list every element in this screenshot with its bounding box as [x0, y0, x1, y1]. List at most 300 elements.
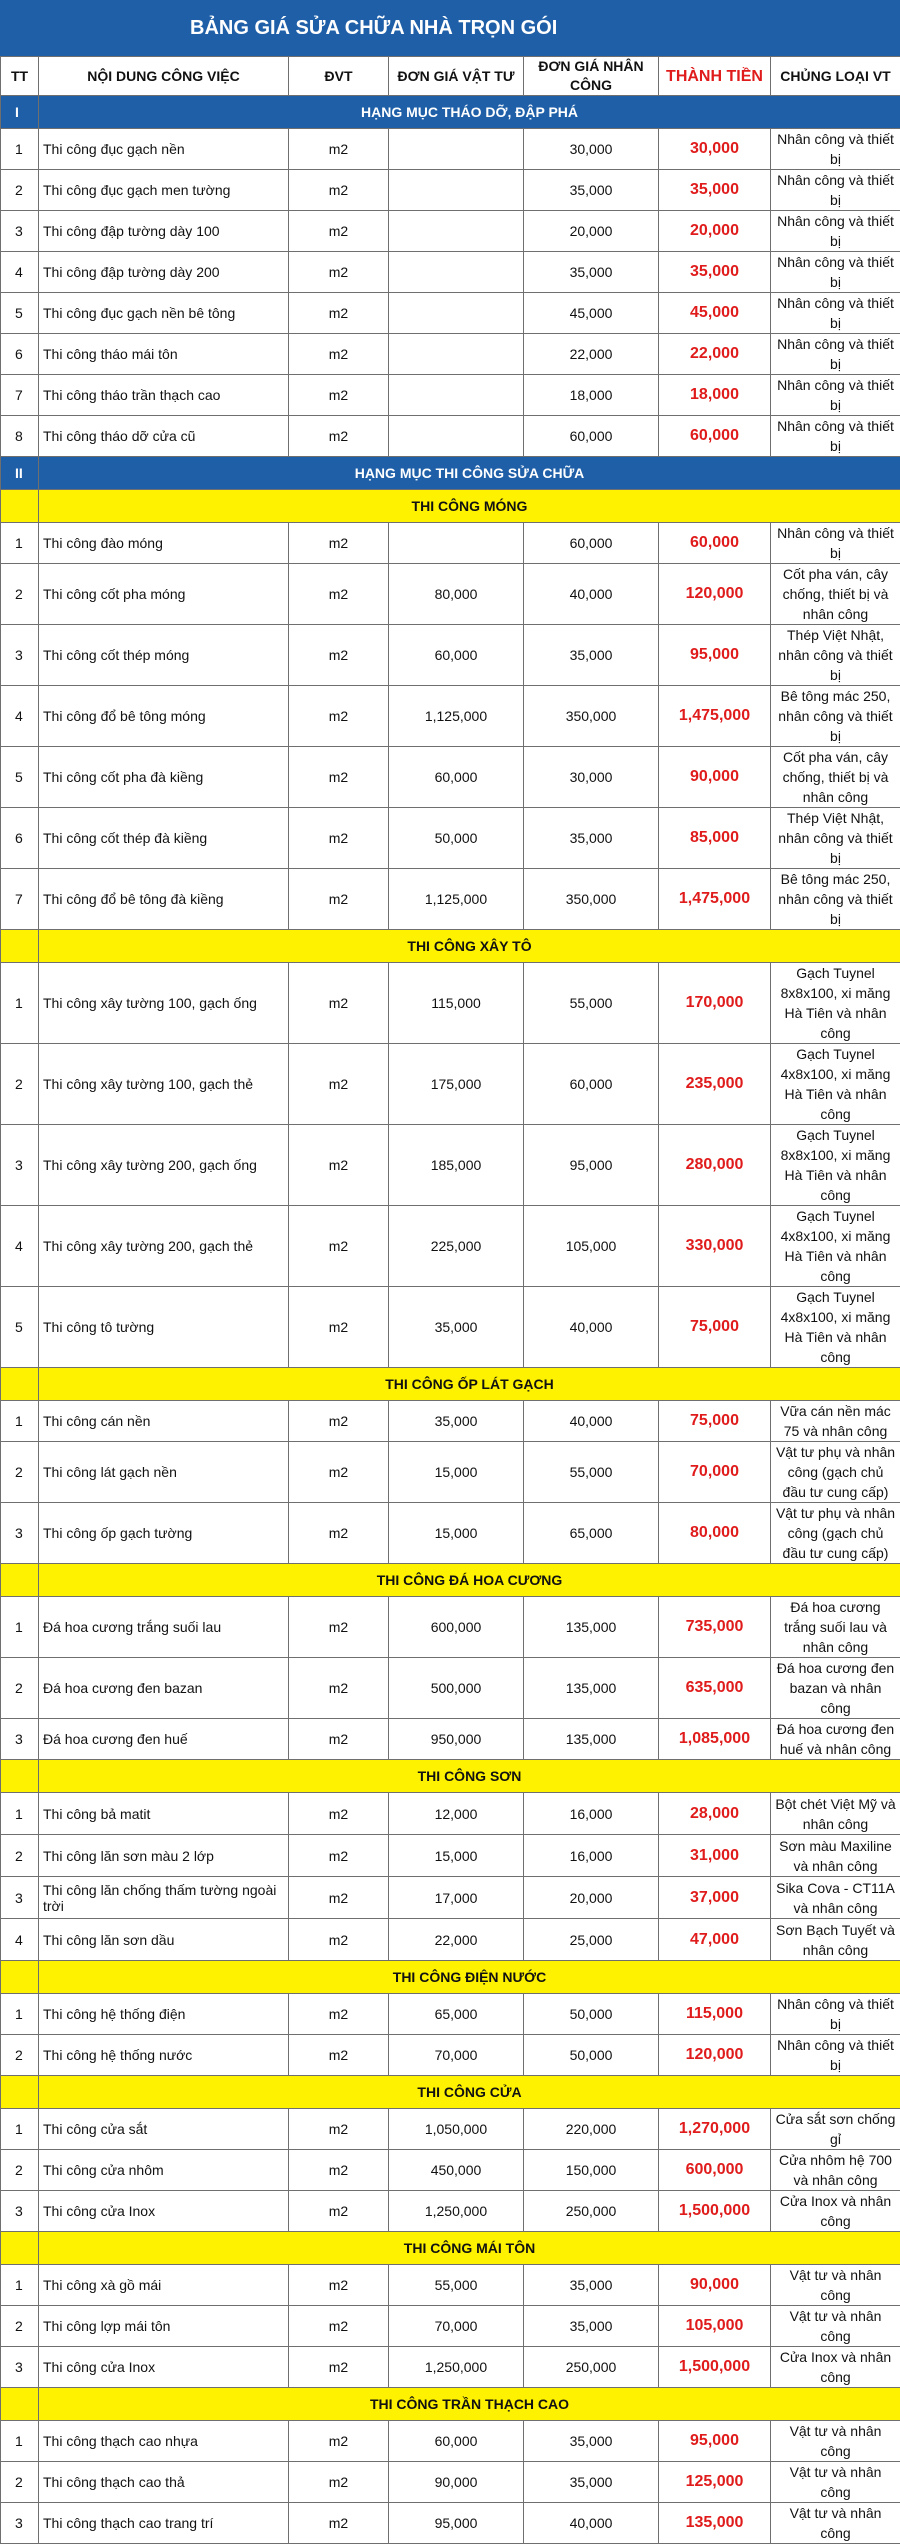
- material-price-cell: 1,250,000: [389, 2191, 524, 2232]
- table-row: [1, 170, 900, 211]
- material-kind-cell: Sika Cova - CT11A và nhân công: [771, 1877, 900, 1919]
- material-price-cell: [389, 523, 524, 564]
- material-kind-cell: Nhân công và thiết bị: [771, 375, 900, 416]
- subsection-spacer: [1, 490, 39, 523]
- total-price-cell: 280,000: [659, 1125, 771, 1206]
- table-row: [1, 1125, 900, 1206]
- labor-price-cell: 135,000: [524, 1719, 659, 1760]
- section-header-row: [1, 96, 900, 129]
- material-price-cell: [389, 293, 524, 334]
- material-price-cell: 15,000: [389, 1835, 524, 1877]
- row-number: 1: [1, 1793, 39, 1835]
- total-price-cell: 85,000: [659, 808, 771, 869]
- material-kind-cell: Bê tông mác 250, nhân công và thiết bị: [771, 869, 900, 930]
- unit-cell: m2: [289, 2265, 389, 2306]
- row-number: 2: [1, 1442, 39, 1503]
- material-kind-cell: Bê tông mác 250, nhân công và thiết bị: [771, 686, 900, 747]
- section-title: HẠNG MỤC THÁO DỠ, ĐẬP PHÁ: [39, 96, 900, 129]
- material-price-cell: 60,000: [389, 747, 524, 808]
- row-number: 2: [1, 2462, 39, 2503]
- table-row: [1, 1793, 900, 1835]
- material-kind-cell: Nhân công và thiết bị: [771, 129, 900, 170]
- labor-price-cell: 25,000: [524, 1919, 659, 1961]
- material-kind-cell: Cửa sắt sơn chống gỉ: [771, 2109, 900, 2150]
- material-price-cell: 1,125,000: [389, 869, 524, 930]
- material-price-cell: 95,000: [389, 2503, 524, 2544]
- material-kind-cell: Gạch Tuynel 8x8x100, xi măng Hà Tiên và nhân công: [771, 1125, 900, 1206]
- material-kind-cell: Cốt pha ván, cây chống, thiết bị và nhân công: [771, 747, 900, 808]
- material-kind-cell: Nhân công và thiết bị: [771, 416, 900, 457]
- material-kind-cell: Vật tư và nhân công: [771, 2306, 900, 2347]
- table-row: [1, 211, 900, 252]
- labor-price-cell: 30,000: [524, 129, 659, 170]
- material-price-cell: [389, 252, 524, 293]
- material-kind-cell: Nhân công và thiết bị: [771, 1994, 900, 2035]
- subsection-title: THI CÔNG ĐÁ HOA CƯƠNG: [39, 1564, 900, 1597]
- material-price-cell: 12,000: [389, 1793, 524, 1835]
- unit-cell: m2: [289, 1994, 389, 2035]
- table-row: [1, 129, 900, 170]
- material-price-cell: 70,000: [389, 2306, 524, 2347]
- material-kind-cell: Nhân công và thiết bị: [771, 293, 900, 334]
- labor-price-cell: 30,000: [524, 747, 659, 808]
- material-price-cell: 80,000: [389, 564, 524, 625]
- labor-price-cell: 20,000: [524, 1877, 659, 1919]
- row-number: 3: [1, 1503, 39, 1564]
- unit-cell: m2: [289, 211, 389, 252]
- material-kind-cell: Nhân công và thiết bị: [771, 211, 900, 252]
- material-price-cell: 950,000: [389, 1719, 524, 1760]
- unit-cell: m2: [289, 1877, 389, 1919]
- total-price-cell: 20,000: [659, 211, 771, 252]
- table-row: [1, 334, 900, 375]
- material-kind-cell: Vật tư và nhân công: [771, 2503, 900, 2544]
- header-labor-price: ĐƠN GIÁ NHÂN CÔNG: [524, 57, 659, 96]
- total-price-cell: 120,000: [659, 2035, 771, 2076]
- table-body: [1, 96, 900, 2544]
- material-kind-cell: Bột chét Việt Mỹ và nhân công: [771, 1793, 900, 1835]
- row-number: 6: [1, 808, 39, 869]
- table-row: [1, 416, 900, 457]
- work-item-name: Thi công hệ thống nước: [39, 2035, 289, 2076]
- work-item-name: Thi công xà gồ mái: [39, 2265, 289, 2306]
- unit-cell: m2: [289, 170, 389, 211]
- subsection-spacer: [1, 2076, 39, 2109]
- material-price-cell: 225,000: [389, 1206, 524, 1287]
- work-item-name: Thi công xây tường 100, gạch thẻ: [39, 1044, 289, 1125]
- work-item-name: Thi công đập tường dày 200: [39, 252, 289, 293]
- labor-price-cell: 18,000: [524, 375, 659, 416]
- unit-cell: m2: [289, 1401, 389, 1442]
- material-kind-cell: Cửa Inox và nhân công: [771, 2347, 900, 2388]
- table-row: [1, 2109, 900, 2150]
- unit-cell: m2: [289, 1793, 389, 1835]
- material-price-cell: [389, 375, 524, 416]
- row-number: 5: [1, 293, 39, 334]
- labor-price-cell: 350,000: [524, 869, 659, 930]
- table-row: [1, 2150, 900, 2191]
- work-item-name: Đá hoa cương đen bazan: [39, 1658, 289, 1719]
- table-row: [1, 2421, 900, 2462]
- table-row: [1, 1503, 900, 1564]
- work-item-name: Thi công tháo trần thạch cao: [39, 375, 289, 416]
- table-row: [1, 1442, 900, 1503]
- unit-cell: m2: [289, 2150, 389, 2191]
- total-price-cell: 18,000: [659, 375, 771, 416]
- total-price-cell: 135,000: [659, 2503, 771, 2544]
- unit-cell: m2: [289, 869, 389, 930]
- row-number: 1: [1, 523, 39, 564]
- row-number: 7: [1, 869, 39, 930]
- labor-price-cell: 350,000: [524, 686, 659, 747]
- unit-cell: m2: [289, 1597, 389, 1658]
- subsection-spacer: [1, 930, 39, 963]
- material-price-cell: 60,000: [389, 625, 524, 686]
- work-item-name: Thi công lợp mái tôn: [39, 2306, 289, 2347]
- work-item-name: Thi công thạch cao trang trí: [39, 2503, 289, 2544]
- material-price-cell: 1,250,000: [389, 2347, 524, 2388]
- labor-price-cell: 135,000: [524, 1597, 659, 1658]
- work-item-name: Thi công cốt pha đà kiềng: [39, 747, 289, 808]
- total-price-cell: 115,000: [659, 1994, 771, 2035]
- table-row: [1, 1994, 900, 2035]
- labor-price-cell: 40,000: [524, 1287, 659, 1368]
- unit-cell: m2: [289, 1287, 389, 1368]
- row-number: 3: [1, 2503, 39, 2544]
- material-price-cell: 60,000: [389, 2421, 524, 2462]
- work-item-name: Thi công lăn sơn dầu: [39, 1919, 289, 1961]
- row-number: 5: [1, 747, 39, 808]
- work-item-name: Thi công lăn chống thấm tường ngoài trời: [39, 1877, 289, 1919]
- labor-price-cell: 35,000: [524, 2306, 659, 2347]
- work-item-name: Thi công đào móng: [39, 523, 289, 564]
- labor-price-cell: 35,000: [524, 625, 659, 686]
- row-number: 4: [1, 1919, 39, 1961]
- total-price-cell: 105,000: [659, 2306, 771, 2347]
- row-number: 5: [1, 1287, 39, 1368]
- material-price-cell: 1,125,000: [389, 686, 524, 747]
- subsection-title: THI CÔNG SƠN: [39, 1760, 900, 1793]
- total-price-cell: 235,000: [659, 1044, 771, 1125]
- material-kind-cell: Gạch Tuynel 4x8x100, xi măng Hà Tiên và nhân công: [771, 1044, 900, 1125]
- row-number: 1: [1, 2109, 39, 2150]
- material-kind-cell: Thép Việt Nhật, nhân công và thiết bị: [771, 625, 900, 686]
- total-price-cell: 1,270,000: [659, 2109, 771, 2150]
- material-kind-cell: Cửa Inox và nhân công: [771, 2191, 900, 2232]
- table-header-row: [1, 57, 900, 96]
- total-price-cell: 22,000: [659, 334, 771, 375]
- work-item-name: Thi công ốp gạch tường: [39, 1503, 289, 1564]
- subsection-header-row: [1, 2076, 900, 2109]
- material-price-cell: 70,000: [389, 2035, 524, 2076]
- material-price-cell: 500,000: [389, 1658, 524, 1719]
- price-table: [0, 56, 900, 2544]
- work-item-name: Thi công thạch cao nhựa: [39, 2421, 289, 2462]
- section-number: II: [1, 457, 39, 490]
- material-kind-cell: Thép Việt Nhật, nhân công và thiết bị: [771, 808, 900, 869]
- table-row: [1, 1287, 900, 1368]
- unit-cell: m2: [289, 1044, 389, 1125]
- table-row: [1, 523, 900, 564]
- subsection-spacer: [1, 2232, 39, 2265]
- table-row: [1, 252, 900, 293]
- material-kind-cell: Vật tư phụ và nhân công (gạch chủ đầu tư cung cấp): [771, 1442, 900, 1503]
- material-price-cell: [389, 170, 524, 211]
- table-row: [1, 2191, 900, 2232]
- section-title: HẠNG MỤC THI CÔNG SỬA CHỮA: [39, 457, 900, 490]
- total-price-cell: 60,000: [659, 523, 771, 564]
- table-row: [1, 2347, 900, 2388]
- material-kind-cell: Nhân công và thiết bị: [771, 252, 900, 293]
- header-content: NỘI DUNG CÔNG VIỆC: [39, 57, 289, 96]
- work-item-name: Thi công đổ bê tông móng: [39, 686, 289, 747]
- row-number: 1: [1, 129, 39, 170]
- row-number: 1: [1, 2265, 39, 2306]
- row-number: 2: [1, 2306, 39, 2347]
- table-row: [1, 747, 900, 808]
- total-price-cell: 80,000: [659, 1503, 771, 1564]
- row-number: 8: [1, 416, 39, 457]
- total-price-cell: 330,000: [659, 1206, 771, 1287]
- row-number: 6: [1, 334, 39, 375]
- total-price-cell: 35,000: [659, 170, 771, 211]
- subsection-spacer: [1, 1760, 39, 1793]
- work-item-name: Thi công xây tường 200, gạch thẻ: [39, 1206, 289, 1287]
- work-item-name: Thi công cốt thép móng: [39, 625, 289, 686]
- subsection-title: THI CÔNG MÓNG: [39, 490, 900, 523]
- labor-price-cell: 20,000: [524, 211, 659, 252]
- unit-cell: m2: [289, 2109, 389, 2150]
- material-kind-cell: Vữa cán nền mác 75 và nhân công: [771, 1401, 900, 1442]
- labor-price-cell: 55,000: [524, 963, 659, 1044]
- work-item-name: Thi công bả matit: [39, 1793, 289, 1835]
- material-price-cell: 65,000: [389, 1994, 524, 2035]
- subsection-header-row: [1, 1564, 900, 1597]
- material-kind-cell: Cửa nhôm hệ 700 và nhân công: [771, 2150, 900, 2191]
- unit-cell: m2: [289, 2191, 389, 2232]
- unit-cell: m2: [289, 334, 389, 375]
- total-price-cell: 170,000: [659, 963, 771, 1044]
- page-title: BẢNG GIÁ SỬA CHỮA NHÀ TRỌN GÓI: [0, 0, 900, 56]
- unit-cell: m2: [289, 375, 389, 416]
- material-kind-cell: Cốt pha ván, cây chống, thiết bị và nhân công: [771, 564, 900, 625]
- unit-cell: m2: [289, 564, 389, 625]
- work-item-name: Thi công lăn sơn màu 2 lớp: [39, 1835, 289, 1877]
- row-number: 1: [1, 1401, 39, 1442]
- material-kind-cell: Gạch Tuynel 4x8x100, xi măng Hà Tiên và nhân công: [771, 1287, 900, 1368]
- work-item-name: Thi công cửa sắt: [39, 2109, 289, 2150]
- total-price-cell: 30,000: [659, 129, 771, 170]
- table-row: [1, 1877, 900, 1919]
- row-number: 4: [1, 1206, 39, 1287]
- table-row: [1, 1719, 900, 1760]
- material-kind-cell: Sơn Bạch Tuyết và nhân công: [771, 1919, 900, 1961]
- subsection-header-row: [1, 2232, 900, 2265]
- labor-price-cell: 35,000: [524, 170, 659, 211]
- table-row: [1, 1044, 900, 1125]
- table-row: [1, 293, 900, 334]
- labor-price-cell: 60,000: [524, 523, 659, 564]
- total-price-cell: 1,475,000: [659, 686, 771, 747]
- labor-price-cell: 135,000: [524, 1658, 659, 1719]
- table-row: [1, 2035, 900, 2076]
- subsection-title: THI CÔNG ĐIỆN NƯỚC: [39, 1961, 900, 1994]
- material-price-cell: [389, 334, 524, 375]
- unit-cell: m2: [289, 1503, 389, 1564]
- table-row: [1, 2462, 900, 2503]
- total-price-cell: 1,500,000: [659, 2347, 771, 2388]
- work-item-name: Thi công cửa nhôm: [39, 2150, 289, 2191]
- total-price-cell: 1,085,000: [659, 1719, 771, 1760]
- material-kind-cell: Gạch Tuynel 4x8x100, xi măng Hà Tiên và nhân công: [771, 1206, 900, 1287]
- material-price-cell: 15,000: [389, 1503, 524, 1564]
- unit-cell: m2: [289, 1919, 389, 1961]
- material-kind-cell: Vật tư và nhân công: [771, 2462, 900, 2503]
- unit-cell: m2: [289, 963, 389, 1044]
- row-number: 2: [1, 1658, 39, 1719]
- labor-price-cell: 55,000: [524, 1442, 659, 1503]
- material-price-cell: 55,000: [389, 2265, 524, 2306]
- material-price-cell: 450,000: [389, 2150, 524, 2191]
- row-number: 3: [1, 2347, 39, 2388]
- work-item-name: Thi công cốt thép đà kiềng: [39, 808, 289, 869]
- subsection-title: THI CÔNG ỐP LÁT GẠCH: [39, 1368, 900, 1401]
- unit-cell: m2: [289, 686, 389, 747]
- unit-cell: m2: [289, 129, 389, 170]
- unit-cell: m2: [289, 416, 389, 457]
- header-tt: TT: [1, 57, 39, 96]
- material-price-cell: 15,000: [389, 1442, 524, 1503]
- unit-cell: m2: [289, 747, 389, 808]
- total-price-cell: 75,000: [659, 1287, 771, 1368]
- material-price-cell: [389, 129, 524, 170]
- row-number: 1: [1, 1994, 39, 2035]
- labor-price-cell: 40,000: [524, 1401, 659, 1442]
- labor-price-cell: 250,000: [524, 2347, 659, 2388]
- unit-cell: m2: [289, 1835, 389, 1877]
- work-item-name: Thi công cửa Inox: [39, 2347, 289, 2388]
- labor-price-cell: 35,000: [524, 2421, 659, 2462]
- material-kind-cell: Vật tư phụ và nhân công (gạch chủ đầu tư cung cấp): [771, 1503, 900, 1564]
- table-row: [1, 1401, 900, 1442]
- total-price-cell: 1,475,000: [659, 869, 771, 930]
- total-price-cell: 70,000: [659, 1442, 771, 1503]
- material-price-cell: 17,000: [389, 1877, 524, 1919]
- header-total: THÀNH TIỀN: [659, 57, 771, 96]
- labor-price-cell: 50,000: [524, 1994, 659, 2035]
- unit-cell: m2: [289, 1206, 389, 1287]
- total-price-cell: 45,000: [659, 293, 771, 334]
- work-item-name: Thi công đục gạch nền bê tông: [39, 293, 289, 334]
- table-row: [1, 869, 900, 930]
- total-price-cell: 635,000: [659, 1658, 771, 1719]
- unit-cell: m2: [289, 2503, 389, 2544]
- table-row: [1, 808, 900, 869]
- unit-cell: m2: [289, 523, 389, 564]
- row-number: 3: [1, 1877, 39, 1919]
- total-price-cell: 90,000: [659, 747, 771, 808]
- subsection-header-row: [1, 930, 900, 963]
- row-number: 3: [1, 1125, 39, 1206]
- work-item-name: Thi công cán nền: [39, 1401, 289, 1442]
- labor-price-cell: 16,000: [524, 1835, 659, 1877]
- work-item-name: Thi công cốt pha móng: [39, 564, 289, 625]
- total-price-cell: 28,000: [659, 1793, 771, 1835]
- material-kind-cell: Nhân công và thiết bị: [771, 523, 900, 564]
- total-price-cell: 31,000: [659, 1835, 771, 1877]
- row-number: 2: [1, 2035, 39, 2076]
- row-number: 1: [1, 2421, 39, 2462]
- material-kind-cell: Nhân công và thiết bị: [771, 170, 900, 211]
- unit-cell: m2: [289, 625, 389, 686]
- subsection-header-row: [1, 2388, 900, 2421]
- header-material-price: ĐƠN GIÁ VẬT TƯ: [389, 57, 524, 96]
- table-row: [1, 2503, 900, 2544]
- table-row: [1, 963, 900, 1044]
- material-price-cell: 35,000: [389, 1287, 524, 1368]
- material-price-cell: [389, 416, 524, 457]
- labor-price-cell: 50,000: [524, 2035, 659, 2076]
- work-item-name: Thi công đổ bê tông đà kiềng: [39, 869, 289, 930]
- total-price-cell: 90,000: [659, 2265, 771, 2306]
- row-number: 3: [1, 2191, 39, 2232]
- row-number: 4: [1, 252, 39, 293]
- labor-price-cell: 45,000: [524, 293, 659, 334]
- labor-price-cell: 40,000: [524, 564, 659, 625]
- material-kind-cell: Vật tư và nhân công: [771, 2265, 900, 2306]
- subsection-title: THI CÔNG CỬA: [39, 2076, 900, 2109]
- row-number: 2: [1, 170, 39, 211]
- material-price-cell: [389, 211, 524, 252]
- table-row: [1, 1919, 900, 1961]
- labor-price-cell: 16,000: [524, 1793, 659, 1835]
- unit-cell: m2: [289, 1719, 389, 1760]
- section-header-row: [1, 457, 900, 490]
- subsection-spacer: [1, 2388, 39, 2421]
- labor-price-cell: 60,000: [524, 1044, 659, 1125]
- unit-cell: m2: [289, 1442, 389, 1503]
- total-price-cell: 60,000: [659, 416, 771, 457]
- labor-price-cell: 95,000: [524, 1125, 659, 1206]
- row-number: 3: [1, 211, 39, 252]
- labor-price-cell: 65,000: [524, 1503, 659, 1564]
- subsection-title: THI CÔNG TRẦN THẠCH CAO: [39, 2388, 900, 2421]
- row-number: 3: [1, 625, 39, 686]
- material-kind-cell: Đá hoa cương trắng suối lau và nhân công: [771, 1597, 900, 1658]
- row-number: 7: [1, 375, 39, 416]
- total-price-cell: 125,000: [659, 2462, 771, 2503]
- table-row: [1, 1835, 900, 1877]
- row-number: 2: [1, 1835, 39, 1877]
- total-price-cell: 735,000: [659, 1597, 771, 1658]
- material-price-cell: 115,000: [389, 963, 524, 1044]
- material-price-cell: 35,000: [389, 1401, 524, 1442]
- unit-cell: m2: [289, 2462, 389, 2503]
- material-kind-cell: Đá hoa cương đen huế và nhân công: [771, 1719, 900, 1760]
- table-row: [1, 1597, 900, 1658]
- work-item-name: Thi công đục gạch nền: [39, 129, 289, 170]
- table-row: [1, 1658, 900, 1719]
- material-price-cell: 175,000: [389, 1044, 524, 1125]
- labor-price-cell: 35,000: [524, 2265, 659, 2306]
- subsection-header-row: [1, 490, 900, 523]
- unit-cell: m2: [289, 293, 389, 334]
- work-item-name: Đá hoa cương đen huế: [39, 1719, 289, 1760]
- unit-cell: m2: [289, 2035, 389, 2076]
- row-number: 3: [1, 1719, 39, 1760]
- table-row: [1, 1206, 900, 1287]
- table-row: [1, 2306, 900, 2347]
